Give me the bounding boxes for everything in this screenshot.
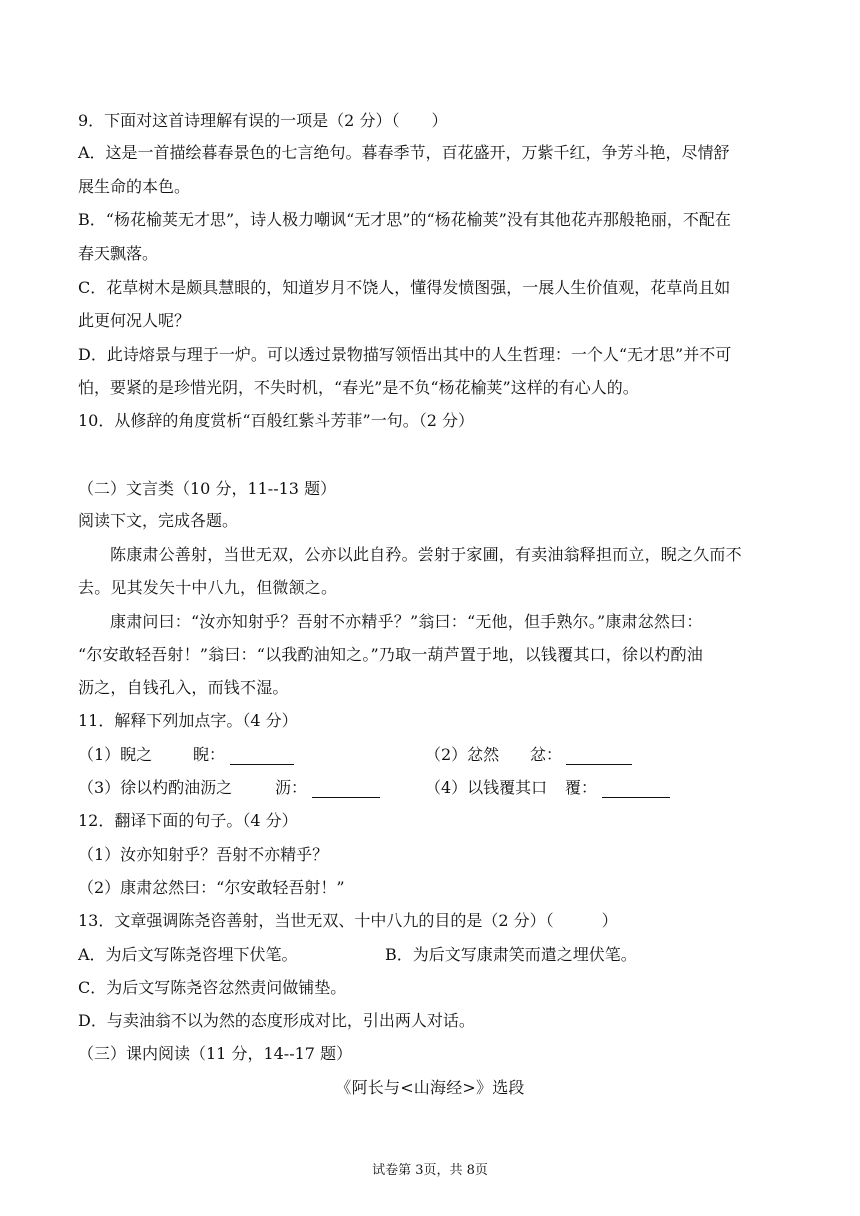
passage-p2-line3: 沥之，自钱孔入，而钱不湿。 xyxy=(78,678,289,697)
q13-option-a: A．为后文写陈尧咨埋下伏笔。 xyxy=(78,945,298,964)
q13-option-d: D．与卖油翁不以为然的态度形成对比，引出两人对话。 xyxy=(78,1011,475,1030)
q9-option-b-cont: 春天飘落。 xyxy=(78,244,159,263)
q9-option-c: C．花草树木是颇具慧眼的，知道岁月不饶人，懂得发愤图强，一展人生价值观，花草尚且如 xyxy=(78,278,731,297)
q9-stem: 9．下面对这首诗理解有误的一项是（2 分）（ ） xyxy=(78,111,448,130)
section2-instruction: 阅读下文，完成各题。 xyxy=(78,511,239,530)
q9-option-d: D．此诗熔景与理于一炉。可以透过景物描写领悟出其中的人生哲理：一个人“无才思”并不可 xyxy=(78,345,732,364)
q9-option-b: B．“杨花榆荚无才思”，诗人极力嘲讽“无才思”的“杨花榆荚”没有其他花卉那般艳丽，不配在 xyxy=(78,210,731,229)
q9-option-c-cont: 此更何况人呢？ xyxy=(78,311,191,330)
q10-stem: 10．从修辞的角度赏析“百般红紫斗芳菲”一句。（2 分） xyxy=(78,411,474,430)
passage-p1-line1: 陈康肃公善射，当世无双，公亦以此自矜。尝射于家圃，有卖油翁释担而立，睨之久而不 xyxy=(110,545,742,564)
q11-item3-blank[interactable] xyxy=(312,783,380,798)
q13-stem: 13．文章强调陈尧咨善射，当世无双、十中八九的目的是（2 分）（ ） xyxy=(78,911,618,930)
q11-item3-label: （3）徐以杓酌油沥之 xyxy=(78,778,233,797)
q11-item2-char: 忿： xyxy=(530,745,563,764)
q11-stem: 11．解释下列加点字。（4 分） xyxy=(78,711,298,730)
passage-p2-line1: 康肃问曰：“汝亦知射乎？吾射不亦精乎？”翁曰：“无他，但手熟尔。”康肃忿然曰： xyxy=(110,612,703,631)
passage-p1-line2: 去。见其发矢十中八九，但微颔之。 xyxy=(78,578,338,597)
q12-stem: 12．翻译下面的句子。（4 分） xyxy=(78,811,298,830)
q11-item2-label: （2）忿然 xyxy=(425,745,500,764)
q13-option-c: C．为后文写陈尧咨忿然责问做铺垫。 xyxy=(78,978,347,997)
q9-option-a: A．这是一首描绘暮春景色的七言绝句。暮春季节，百花盛开，万紫千红，争芳斗艳，尽情舒 xyxy=(78,143,730,162)
q12-sentence2: （2）康肃忿然曰：“尔安敢轻吾射！” xyxy=(78,878,345,897)
q12-sentence1: （1）汝亦知射乎？吾射不亦精乎？ xyxy=(78,845,329,864)
q11-item1-label: （1）睨之 xyxy=(78,745,153,764)
q9-option-d-cont: 怕，要紧的是珍惜光阴，不失时机，“春光”是不负“杨花榆荚”这样的有心人的。 xyxy=(78,378,639,397)
q11-item2-blank[interactable] xyxy=(566,750,632,765)
page-footer: 试卷第 3页，共 8页 xyxy=(372,1163,488,1178)
section2-heading: （二）文言类（10 分，11--13 题） xyxy=(78,479,337,498)
section3-heading: （三）课内阅读（11 分，14--17 题） xyxy=(78,1044,353,1063)
section3-title: 《阿长与<山海经>》选段 xyxy=(335,1078,525,1097)
passage-p2-line2: “尔安敢轻吾射！”翁曰：“以我酌油知之。”乃取一葫芦置于地，以钱覆其口，徐以杓酌油 xyxy=(78,645,703,664)
q9-option-a-cont: 展生命的本色。 xyxy=(78,177,191,196)
q11-item3-char: 沥： xyxy=(275,778,308,797)
q11-item4-blank[interactable] xyxy=(602,783,670,798)
q11-item4-char: 覆： xyxy=(565,778,598,797)
q11-item1-char: 睨： xyxy=(193,745,226,764)
q11-item4-label: （4）以钱覆其口 xyxy=(425,778,548,797)
q11-item1-blank[interactable] xyxy=(230,750,294,765)
q13-option-b: B．为后文写康肃笑而遣之埋伏笔。 xyxy=(385,945,637,964)
